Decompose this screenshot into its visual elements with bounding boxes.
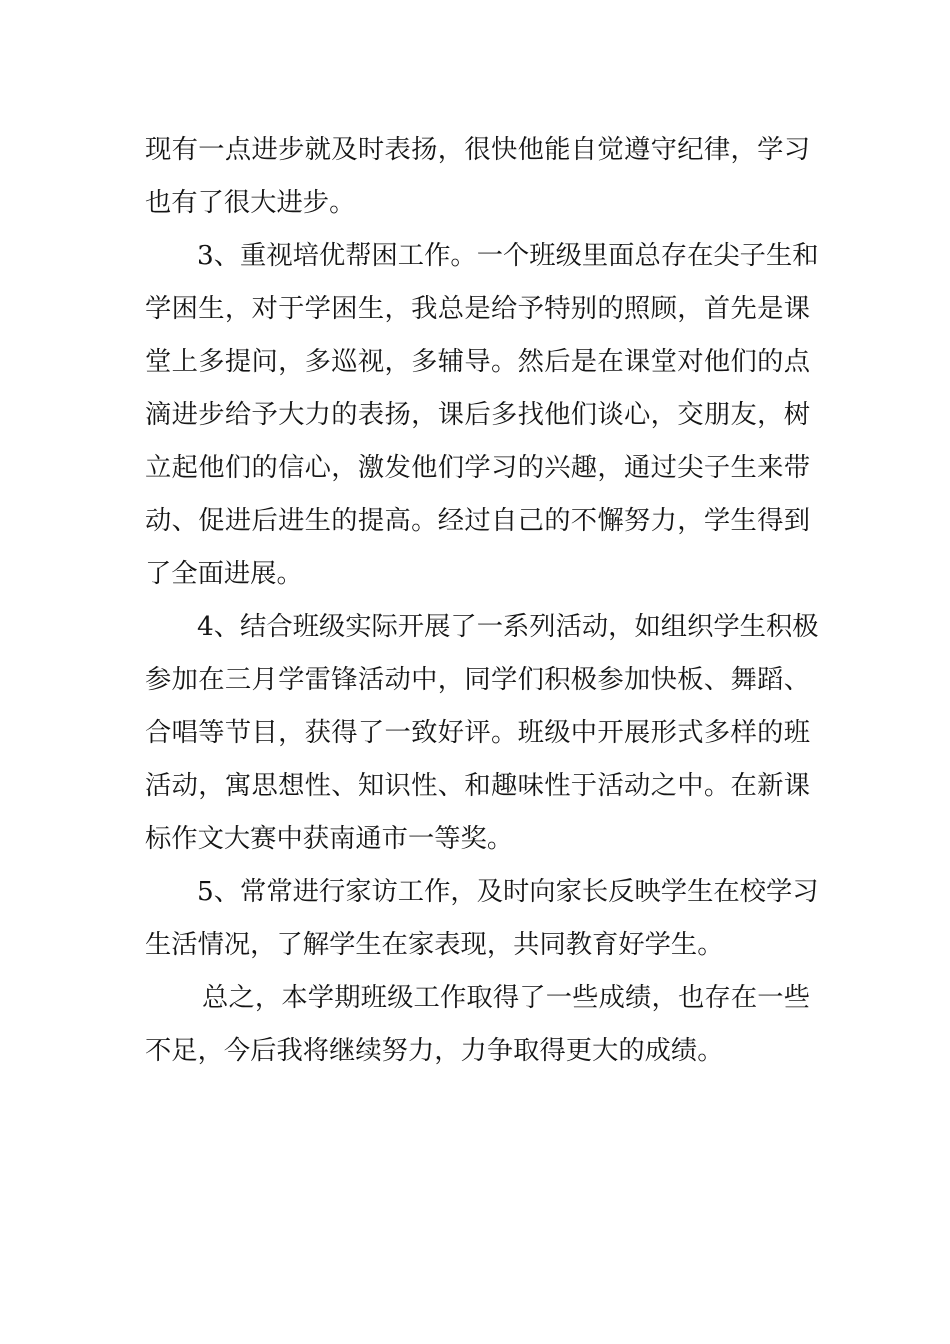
paragraph-item-4 <box>145 601 819 866</box>
document-body <box>145 124 819 1078</box>
paragraph-item-5 <box>145 866 819 972</box>
text-line: 堂上多提问，多巡视，多辅导。然后是在课堂对他们的点 <box>145 347 810 377</box>
text-line: 现有一点进步就及时表扬，很快他能自觉遵守纪律，学习 <box>145 135 810 165</box>
paragraph-summary <box>145 972 810 1078</box>
text-line: 合唱等节目，获得了一致好评。班级中开展形式多样的班 <box>145 718 810 748</box>
text-line: 学困生，对于学困生，我总是给予特别的照顾，首先是课 <box>145 294 810 324</box>
text-line: 3、重视培优帮困工作。一个班级里面总存在尖子生和 <box>197 241 819 271</box>
paragraph-item-3 <box>145 230 819 601</box>
text-line: 标作文大赛中获南通市一等奖。 <box>145 824 514 854</box>
text-line: 动、促进后进生的提高。经过自己的不懈努力，学生得到 <box>145 506 810 536</box>
text-line: 活动，寓思想性、知识性、和趣味性于活动之中。在新课 <box>145 771 810 801</box>
text-line: 总之，本学期班级工作取得了一些成绩，也存在一些 <box>202 983 810 1013</box>
text-line: 滴进步给予大力的表扬，课后多找他们谈心，交朋友，树 <box>145 400 810 430</box>
text-line: 立起他们的信心，激发他们学习的兴趣，通过尖子生来带 <box>145 453 810 483</box>
paragraph-continuation <box>145 124 810 230</box>
text-line: 也有了很大进步。 <box>145 188 356 218</box>
text-line: 了全面进展。 <box>145 559 303 589</box>
text-line: 4、结合班级实际开展了一系列活动，如组织学生积极 <box>197 612 819 642</box>
text-line: 生活情况，了解学生在家表现，共同教育好学生。 <box>145 930 724 960</box>
text-line: 5、常常进行家访工作，及时向家长反映学生在校学习 <box>197 877 819 907</box>
text-line: 不足，今后我将继续努力，力争取得更大的成绩。 <box>145 1036 724 1066</box>
text-line: 参加在三月学雷锋活动中，同学们积极参加快板、舞蹈、 <box>145 665 810 695</box>
